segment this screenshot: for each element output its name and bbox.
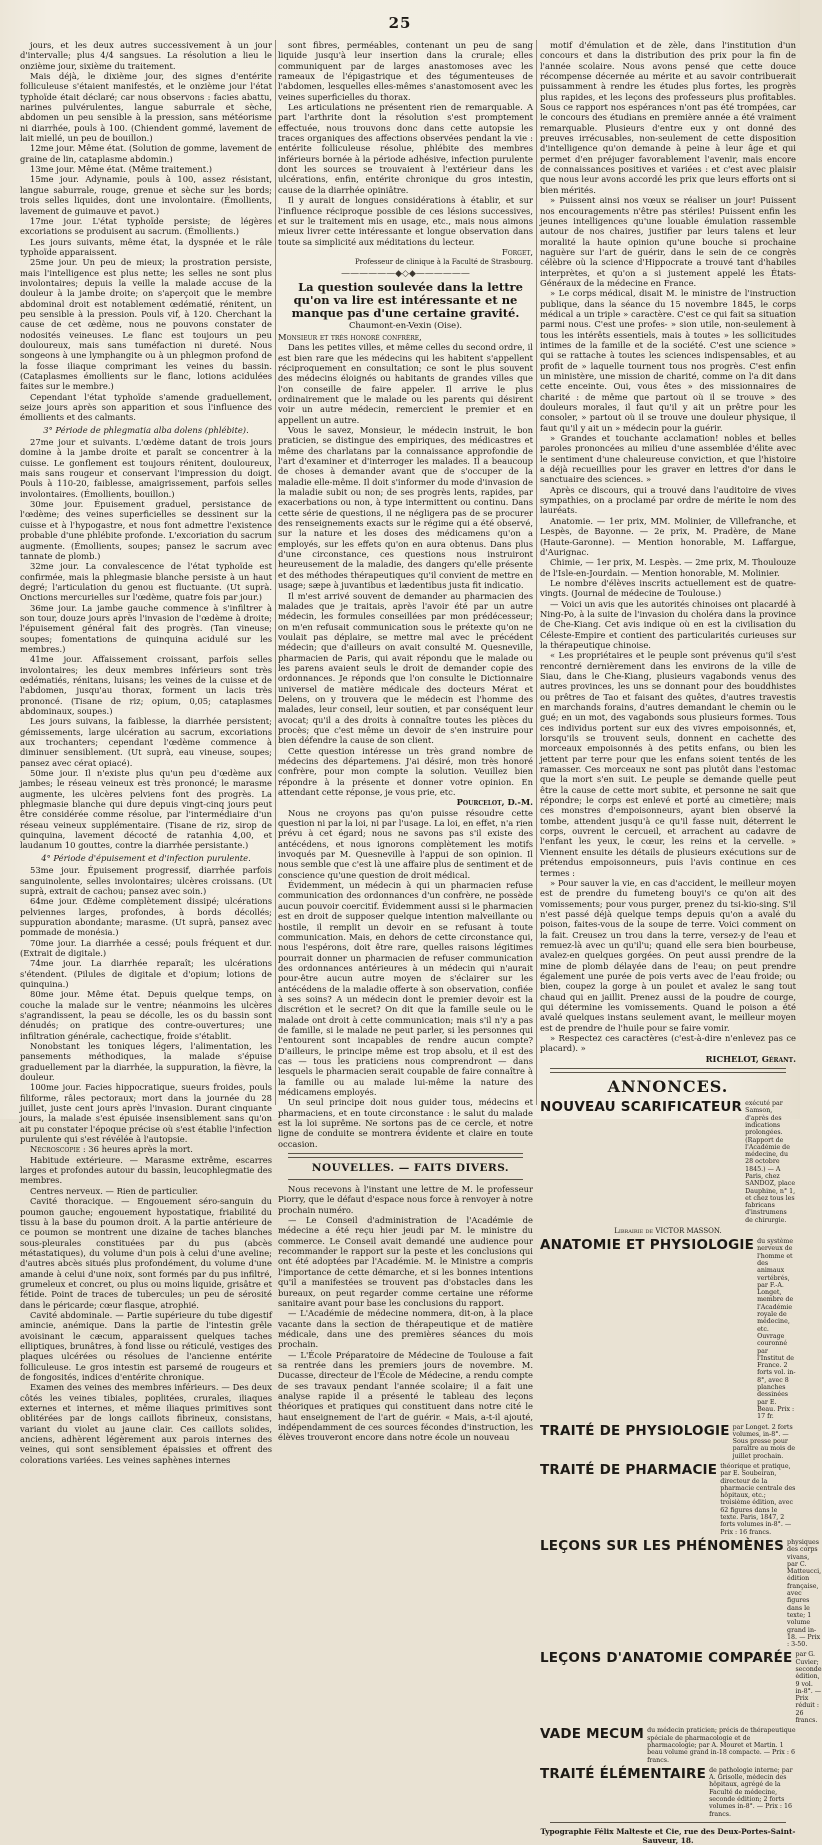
paragraph: Après ce discours, qui a trouvé dans l'auditoire de vives sympathies, on a proclamé par ordre de mérite le nom des lauréats. [540, 484, 796, 516]
paragraph: Nous recevons à l'instant une lettre de M. le professeur Piorry, que le défaut d'espace nous force à renvoyer à notre prochain numéro. [278, 1184, 533, 1215]
necroscopie-line [20, 1144, 272, 1154]
librairie-heading: Librairie de VICTOR MASSON. [614, 1227, 722, 1236]
ornament-divider: ——————◆◇◆—————— [341, 268, 470, 279]
column-left [20, 40, 272, 1465]
ad-anatomie [540, 1238, 796, 1420]
paragraph: « Les propriétaires et le peuple sont prévenus qu'il s'est rencontré dernièrement dans les environs de la ville de Siau, dans le Che-Kiang, plusieurs vagabonds venus des autres provinces, les uns se donnant pour des bouddhistes ou prêtres de Tao et faisant des quêtes, d'autres travestis en marchands forains, d'autres demandant le chemin ou le gué; en un mot, des vagabonds sous plusieurs formes. Tous ces individus portent sur eux des vivres empoisonnés, et, lorsqu'ils se trouvent seuls, donnent en cachette des morceaux empoisonnés à des petits enfans, ou bien les jettent par terre pour que les enfans soient tentés de les ramasser. Ces morceaux ne sont pas plutôt dans l'estomac que la mort s'en suit. Le peuple se demande quelle peut être la cause de cette mort subite, et personne ne sait que répondre; le corps est enlevé et porté au cimetière; mais ces monstres d'empoisonneurs, ayant bien observé la tombe, attendent jusqu'à ce qu'il fasse nuit, déterrent le corps, ouvrent le cercueil, et arrachent au cadavre de l'enfant les yeux, le cœur, les reins et la cervelle. » Viennent ensuite les détails de plusieurs exécutions sur de prétendus empoisonneurs, puis l'avis continue en ces termes : [540, 650, 796, 878]
paragraph: 70me jour. La diarrhée a cessé; pouls fréquent et dur. (Extrait de digitale.) [20, 937, 272, 958]
paragraph: Centres nerveux. — Rien de particulier. [30, 1185, 199, 1196]
ad-title: VADE MECUM [540, 1726, 645, 1743]
paragraph: Mais déjà, le dixième jour, des signes d'entérite folliculeuse s'étaient manifestés, et le onzième jour l'état typhoïde était déclaré; car nous observons : facies abattu, narines pulvérulentes, langue saburrale et sèche, abdomen un peu sensible à la pression, sans météorisme ni diarrhée, pouls à 100. (Chiendent gommé, lavement de lait miellé, un peu de bouillon.) [20, 71, 272, 144]
paragraph: 64me jour. Œdème complètement dissipé; ulcérations pelviennes larges, profondes, à bords décollés; suppuration abondante; marasme. (Ut suprà, pansez avec pommade de monésia.) [20, 896, 272, 938]
paragraph: 25me jour. Un peu de mieux; la prostration persiste, mais l'intelligence est plus nette; les selles ne sont plus involontaires; depuis la veille la malade accuse de la douleur à la jambe droite; on s'aperçoit que le membre abdominal droit est notablement œdématié, rénitent, un peu sensible à la pression. Pouls vif, à 120. Cherchant la cause de cet œdème, nous ne pouvons constater de nodosités veineuses. Le flanc est toujours un peu douloureux, mais sans tuméfaction ni dureté. Nous songeons à une lymphangite ou à un phlegmon profond de la fosse iliaque comprimant les veines du bassin. (Cataplasmes émollients sur le flanc, lotions acidulées faites sur le membre.) [20, 257, 272, 392]
ad-text: par G. Cuvier; seconde édition, 9 vol. in-8°. — Prix réduit : 26 francs. [795, 1651, 822, 1725]
col2-paras-a [278, 40, 533, 247]
necroscopie-label: Nécroscopie [30, 1144, 81, 1155]
column-right [540, 40, 822, 1845]
paragraph: Les jours suivans, la faiblesse, la diarrhée persistent; gémissements, large ulcération au sacrum, excoriations aux trochanters; cependant l'œdème commence à diminuer sensiblement. (Ut suprà, eau vineuse, soupes; pansez avec cérat opiacé). [20, 716, 272, 768]
paragraph: 13me jour. Même état. (Même traitement.) [30, 164, 213, 175]
paragraph: Il y aurait de longues considérations à établir, et sur l'influence réciproque possible de ces lésions successives, et sur le traitement mis en usage, etc., mais nous aimons mieux livrer cette intéressante et longue observation dans toute sa simplicité aux méditations du lecteur. [278, 195, 533, 247]
section-heading-epuisement: 4° Période d'épuisement et d'infection purulente. [41, 852, 251, 863]
paragraph: Il m'est arrivé souvent de demander au pharmacien des malades que je traitais, après l'avoir été par un autre médecin, les formules conseillées par mon prédécesseur; on m'en refusait communication sous le prétexte qu'on ne voulait pas déplaire, se mettre mal avec le précédent médecin; que d'ailleurs on avait consulté M. Quesneville, pharmacien de Paris, qui avait répondu que le malade ou les parens avaient seuls le droit de demander copie des ordonnances. Je réponds que l'on consulte le Dictionnaire universel de matière médicale des docteurs Mérat et Delens, on y trouvera que le médecin est l'homme des malades, leur conseil, leur soutien, et par conséquent leur avocat; qu'il a des droits à connaître toutes les pièces du procès; que c'est même un devoir de s'en instruire pour bien défendre la cause de son client. [278, 590, 533, 746]
paragraph: Habitude extérieure. — Marasme extrême, escarres larges et profondes autour du bassin, leucophlegmatie des membres. [20, 1154, 272, 1186]
paragraph: 80me jour. Même état. Depuis quelque temps, on couche la malade sur le ventre; néanmoins les ulcères s'agrandissent, la peau se décolle, les os du bassin sont dénudés; on pratique des contre-ouvertures; une infiltration générale, cachectique, froide s'établit. [20, 989, 272, 1041]
ad-text: théorique et pratique, par E. Soubeiran, directeur de la pharmacie centrale des hôpitaux, etc.; troisième édition, avec 62 figures dans le texte. Paris, 1847, 2 forts volumes in-8°. — Prix : 16 francs. [720, 1462, 796, 1536]
signature-forget-role: Professeur de clinique à la Faculté de Strasbourg. [354, 258, 533, 267]
ad-vade-mecum [540, 1727, 796, 1763]
salutation: Monsieur et très honoré confrère, [278, 331, 422, 342]
paragraph: Les articulations ne présentent rien de remarquable. A part l'arthrite dont la résolution s'est promptement effectuée, nous trouvons donc dans cette autopsie les traces organiques des affections observées pendant la vie : entérite folliculeuse résolue, phlébite des membres inférieurs bornée à la période adhésive, infection purulente dont les sources se trouvaient à l'extérieur dans les ulcérations, enfin, entérite chronique du gros intestin, cause de la diarrhée opiniâtre. [278, 102, 533, 195]
gerant-signature: RICHELOT, Gérant. [705, 1053, 796, 1064]
paragraph: Le nombre d'élèves inscrits actuellement est de quatre-vingts. (Journal de médecine de Toulouse.) [540, 577, 796, 599]
section-divider [550, 1822, 786, 1823]
ad-title: TRAITÉ DE PHARMACIE [540, 1461, 718, 1478]
paragraph: Anatomie. — 1er prix, MM. Molinier, de Villefranche, et Lespès, de Bayonne. — 2e prix, M. Pradère, de Mane (Haute-Garonne). — Mention honorable, M. Laffargue, d'Aurignac. [540, 515, 796, 557]
paragraph: Dans les petites villes, et même celles du second ordre, il est bien rare que les médecins qui les habitent s'appellent réciproquement en consultation; ce sont le plus souvent des médecins éloignés ou habitants de grandes villes que l'on conseille de faire appeler. Il arrive le plus ordinairement que le malade ou les parents qui désirent voir un autre médecin, remercient le premier et en appellent un autre. [278, 342, 533, 425]
paragraph: 15me jour. Adynamie, pouls à 100, assez résistant, langue saburrale, rouge, grenue et sèche sur les bords; trois selles liquides, dont une involontaire. (Émollients, lavement de guimauve et pavot.) [20, 174, 272, 216]
ad-title: NOUVEAU SCARIFICATEUR [540, 1099, 743, 1116]
paragraph: Évidemment, un médecin à qui un pharmacien refuse communication des ordonnances d'un confrère, ne possède aucun pouvoir coercitif. Évidemment aussi si le pharmacien est en droit de supposer quelque intention malveillante ou hostile, il remplit un devoir en se refusant à toute communication. Mais, en dehors de cette circonstance qui, nous l'espérons, doit être rare, quelles raisons légitimes pourrait donner un pharmacien de refuser communication des ordonnances antérieures à un médecin qui n'aurait pour-être aucun autre moyen de s'éclairer sur les antécédens de la maladie offerte à son observation, confiée à ses soins? A un médecin dont le premier devoir est la discrétion et le secret? On dit que la famille seule ou le malade ont droit à cette communication; mais s'il n'y a pas de famille, si le malade ne peut parler, si les personnes qui l'entourent sont incapables de rendre aucun compte? D'ailleurs, le principe même est trop absolu, et il est des cas — tous les praticiens nous comprendront — dans lesquels le pharmacien serait coupable de faire connaître à la famille ou au malade lui-même la nature des médicamens employés. [278, 880, 533, 1097]
paragraph: 100me jour. Facies hippocratique, sueurs froides, pouls filiforme, râles pectoraux; mort dans la journée du 28 juillet, juste cent jours après l'invasion. Durant cinquante jours, la malade s'est épuisée insensiblement sans qu'on ait pu constater l'époque précise où s'est établie l'infection purulente qui s'est révélée à l'autopsie. [20, 1082, 272, 1145]
paragraph: jours, et les deux autres successivement à un jour d'intervalle; plus 4/4 sangsues. La résolution a lieu le onzième jour, sixième du traitement. [20, 40, 272, 71]
question-title: La question soulevée dans la lettre qu'on va lire est intéressante et ne manque pas d'une certaine gravité. [291, 279, 523, 320]
paragraph: — L'Académie de médecine nommera, dit-on, à la place vacante dans la section de thérapeutique et de matière médicale, dans une des premières séances du mois prochain. [278, 1308, 533, 1350]
paragraph: Examen des veines des membres inférieurs. — Des deux côtés les veines tibiales, poplitées, crurales, iliaques externes et internes, et même iliaques primitives sont oblitérées par de longs caillots fibrineux, consistans, variant du violet au jaune clair. Ces caillots solides, anciens, adhèrent légèrement aux parois internes des veines, qui sont sensiblement épaissies et offrent des colorations variées. Les veines saphènes internes [20, 1382, 272, 1465]
ad-text: du médecin praticien; précis de thérapeutique spéciale de pharmacologie et de pharmacologie; par A. Mouret et Martin. 1 beau volume grand in-18 compacte. — Prix : 6 francs. [647, 1727, 796, 1764]
ad-text: de pathologie interne; par A. Grisolle, médecin des hôpitaux, agrégé de la Faculté de médecine, seconde édition; 2 forts volumes in-8°. — Prix : 16 francs. [709, 1766, 793, 1818]
nouvelles-title: NOUVELLES. — FAITS DIVERS. [311, 1162, 510, 1175]
ad-traite-physiologie [540, 1424, 796, 1460]
ad-text: physiques des corps vivans, par C. Matteucci, édition française, avec figures dans le texte; 1 volume grand in-18. — Prix : 3-50. [787, 1538, 822, 1649]
paragraph: 50me jour. Il n'existe plus qu'un peu d'œdème aux jambes; le réseau veineux est très prononcé; le marasme augmente, les ulcères pelviens font des progrès. La phlegmasie blanche qui dure depuis vingt-cinq jours peut être considérée comme résolue, par l'intermédiaire d'un réseau veineux supplémentaire. (Tisane de riz, sirop de quinquina, lavement décocté de ratanhia 4,00, et laudanum 10 gouttes, contre la diarrhée persistante.) [20, 768, 272, 851]
paragraph: — Le Conseil d'administration de l'Académie de médecine a été reçu hier jeudi par M. le ministre du commerce. Le Conseil avait demandé une audience pour recommander le rapport sur la peste et les conclusions qui ont été adoptées par l'Académie. M. le Ministre a compris l'importance de cette démarche, et si les bonnes intentions qu'il a manifestées se trouvent pas d'obstacles dans les bureaux, on peut regarder comme certaine une réforme sanitaire avant pour base les conclusions du rapport. [278, 1215, 533, 1308]
ad-scarificateur [540, 1100, 796, 1224]
signature-pourcelot: Pourcelot, D.-M. [456, 797, 533, 808]
ad-title: LEÇONS D'ANATOMIE COMPARÉE [540, 1650, 793, 1667]
col2-paras-c [278, 808, 533, 1149]
ad-lecons-phenomenes [540, 1537, 822, 1649]
ad-text: par Longet. 2 forts volumes, in-8°. — Sous presse pour paraître au mois de juillet prochain. [732, 1423, 796, 1460]
paragraph: Cette question intéresse un très grand nombre de médecins des départemens. J'ai désiré, mon très honoré confrère, pour mon compte la solution. Veuillez bien répondre à la présente et donner votre opinion. En attendant cette réponse, je vous prie, etc. [278, 745, 533, 798]
column-rule [536, 40, 537, 1105]
annonces-title: ANNONCES. [607, 1077, 729, 1097]
paragraph: Chimie, — 1er prix, M. Lespès. — 2me prix, M. Thoulouze de l'Isle-en-Jourdain. — Mention honorable, M. Molinier. [540, 557, 796, 578]
col1-paras-a [20, 40, 272, 423]
paragraph: Nous ne croyons pas qu'on puisse résoudre cette question ni par la loi, ni par l'usage. La loi, en effet, n'a rien prévu à cet égard; nous ne savons pas s'il existe des antécédens, et nous ignorons complètement les motifs invoqués par M. Quesneville à l'appui de son opinion. Il nous semble que c'est là une affaire plus de sentiment et de conscience qu'une question de droit médical. [278, 807, 533, 880]
ad-title: ANATOMIE ET PHYSIOLOGIE [540, 1237, 755, 1254]
paragraph: sont fibres, perméables, contenant un peu de sang liquide jusqu'à leur insertion dans la crurale; elles communiquent par de larges anastomoses avec les rameaux de l'épigastrique et des tégumenteuses de l'abdomen, lesquelles elles-mêmes s'anastomosent avec les veines superficielles du thorax. [278, 40, 533, 102]
paragraph: » Respectez ces caractères (c'est-à-dire n'enlevez pas ce placard). » [540, 1033, 796, 1054]
section-divider [288, 1153, 523, 1158]
paragraph: » Puissent ainsi nos vœux se réaliser un jour! Puissent nos encouragements n'être pas stériles! Puissent enfin les jeunes intelligences qu'une louable émulation rassemble autour de nos chaires, justifier par leurs talens et leur moralité la haute opinion qu'une bouche si prochaine naguère sur l'art de guérir, dans le sein de ce congrès célèbre où la science d'Hippocrate a trouvé tant d'habiles interprètes, et qu'on a si justement appelé les États-Généraux de la médecine en France. [540, 195, 796, 288]
column-rule [275, 40, 276, 1105]
paragraph: — Voici un avis que les autorités chinoises ont placardé à Ning-Po, à la suite de l'invasion du choléra dans la province de Che-Kiang. Cet avis indique où en est la civilisation du Céleste-Empire et contient des particularités curieuses sur la thérapeutique chinoise. [540, 598, 796, 650]
paragraph: 30me jour. Épuisement graduel, persistance de l'œdème; des veines superficielles se dessinent sur la cuisse et à l'hypogastre, et nous font admettre l'existence probable d'une phlébite profonde. L'excoriation du sacrum augmente. (Émollients, soupes; pansez le sacrum avec tannate de plomb.) [20, 499, 272, 561]
signature-forget: Forget, [501, 246, 533, 257]
paragraph: Cependant l'état typhoïde s'amende graduellement, seize jours après son apparition et sous l'influence des émollients et des calmants. [20, 391, 272, 423]
paragraph: 36me jour. La jambe gauche commence à s'infiltrer à son tour, douze jours après l'invasion de l'œdème à droite; l'épuisement général fait des progrès. (Tan vineuse; soupes; fomentations de quinquina acidulé sur les membres.) [20, 602, 272, 654]
question-place: Chaumont-en-Vexin (Oise). [348, 319, 463, 330]
paragraph: Nonobstant les toniques légers, l'alimentation, les pansements méthodiques, la malade s'épuise graduellement par la diarrhée, la suppuration, la fièvre, la douleur. [20, 1041, 272, 1083]
paragraph: » Le corps médical, disait M. le ministre de l'instruction publique, dans la séance du 15 novembre 1845, le corps médical a un triple » caractère. C'est ce qui fait sa situation parmi nous. C'est une profes- » sion utile, non-seulement à tous les intérêts essentiels, mais à toutes » les sollicitudes intimes de la famille et de la société. C'est une science » qui se rattache à toutes les sciences indispensables, et au profit de » laquelle tournent tous nos progrès. C'est enfin un ministère, une mission de charité, comme on l'a dit dans cette enceinte. Oui, vous êtes » des missionnaires de charité : de même que partout où il se trouve » des douleurs morales, il faut qu'il y ait un prêtre pour les consoler, » partout où il se trouve une douleur physique, il faut qu'il y ait un » médecin pour la guérir. [540, 288, 796, 433]
ad-text: exécuté par Samson, d'après des indications prolongées. (Rapport de l'Académie de médecine, du 28 octobre 1845.) — A Paris, chez SANDOZ, place Dauphine, n° 1, et chez tous les fabricans d'instrumens de chirurgie. [745, 1100, 796, 1224]
paragraph: 41me jour. Affaissement croissant, parfois selles involontaires; les deux membres inférieurs sont très œdématiés, rénitans, luisans; les veines de la cuisse et de l'abdomen, jusqu'au thorax, forment un lacis très prononcé. (Tisane de riz; opium, 0,05; cataplasmes abdominaux, soupes.) [20, 654, 272, 716]
paragraph: 32me jour. La convalescence de l'état typhoïde est confirmée, mais la phlegmasie blanche persiste à un haut degré; l'articulation du genou est fluctuante. (Ut suprà. Onctions mercurielles sur l'œdème, quatre fois par jour.) [20, 561, 272, 603]
paragraph: — L'École Préparatoire de Médecine de Toulouse a fait sa rentrée dans les premiers jours de novembre. M. Ducasse, directeur de l'École de Médecine, a rendu compte de ses travaux pendant l'année scolaire; il a fait une analyse rapide il a présenté le tableau des leçons théoriques et pratiques qui constituent dans notre cité le haut enseignement de l'art de guérir. « Mais, a-t-il ajouté, indépendamment de ces sources fécondes d'instruction, les élèves trouveront encore dans notre école un nouveau [278, 1349, 533, 1443]
ad-traite-pharmacie [540, 1463, 796, 1536]
paragraph: Un seul principe doit nous guider tous, médecins et pharmaciens, et en toute circonstance : le salut du malade est la loi suprême. Ne sortons pas de ce cercle, et notre ligne de conduite se montrera évidente et claire en toute occasion. [278, 1097, 533, 1149]
paragraph: Cavité abdominale. — Partie supérieure du tube digestif amincie, anémique. Dans la partie de l'intestin grêle avoisinant le cæcum, apparaissent quelques taches elliptiques, brunâtres, à fond lisse ou réticulé, vestiges des plaques ulcérées ou résolues de l'ancienne entérite folliculeuse. Le gros intestin est parsemé de rougeurs et de fongosités, indices d'entérite chronique. [20, 1309, 272, 1382]
paragraph: Vous le savez, Monsieur, le médecin instruit, le bon praticien, se distingue des empiriques, des médicastres et même des charlatans par la connaissance approfondie de l'art d'examiner et d'interroger les malades. Il a beaucoup de choses à demander avant que de s'occuper de la maladie elle-même. Il doit s'informer du mode d'invasion de la maladie subit ou non; de ses progrès lents, rapides, par exacerbations ou non, à type intermittent ou continu. Dans cette série de questions, il ne négligera pas de se procurer des renseignements exacts sur le régime qui a été observé, sur la nature et les doses des médicamens qu'on a employés, sur les effets qu'on en aura obtenus. Dans plus d'une circonstance, ces questions nous instruiront heureusement de la maladie, des dangers qu'elle présente et des méthodes thérapeutiques qu'il convient de mettre en usage; sæpe à juvantibus et lædentibus justa fit indicatio. [278, 425, 533, 591]
paragraph: 74me jour. La diarrhée reparaît; les ulcérations s'étendent. (Pilules de digitale et d'opium; lotions de quinquina.) [20, 958, 272, 989]
paragraph: 12me jour. Même état. (Solution de gomme, lavement de graine de lin, cataplasme abdomin.) [20, 143, 272, 164]
ad-text: du système nerveux de l'homme et des animaux vertébrés, par F.-A. Longet, membre de l'Académie royale de médecine, etc. Ouvrage couronné par l'Institut de France. 2 forts vol. in-8°, avec 8 planches dessinées par E. Beau. Prix : 17 fr. [757, 1238, 796, 1421]
paragraph: Cavité thoracique. — Engouement séro-sanguin du poumon gauche; engouement hypostatique, friabilité du tissu à la base du poumon droit. A la partie antérieure de ce poumon se montrent une dizaine de taches blanches sous-pleurales constituées par du pus (abcès métastatiques), du volume d'un pois à celui d'une aveline; d'autres abcès situés plus profondément, du volume d'une amande à celui d'une noix, sont formés par du pus infiltré, grumeleux et concret, ou plus ou moins liquide, grisâtre et fétide. Point de traces de tubercules; un peu de sérosité dans le péricarde; cœur flasque, atrophié. [20, 1196, 272, 1310]
paragraph: motif d'émulation et de zèle, dans l'institution d'un concours et dans la distribution des prix pour la fin de l'année scolaire. Nous avons pensé que cette douce récompense décernée au mérite et au savoir contribuerait puissamment à rendre les études plus fortes, les progrès plus rapides, et les leçons des professeurs plus profitables. Sous ce rapport nos espérances n'ont pas été trompées, car le concours des étudians en première année a été vraiment remarquable. Plusieurs d'entre eux y ont donné des preuves irrécusables, non-seulement de cette disposition d'intelligence qu'on demande à peine à leur âge et qui permet d'en préjuger favorablement l'avenir, mais encore de connaissances positives et variées : et c'est avec plaisir que nous leur avons accordé les prix que leurs efforts ont si bien mérités. [540, 40, 796, 195]
col2-paras-b [278, 342, 533, 797]
paragraph: » Grandes et touchante acclamation! nobles et belles paroles prononcées au milieu d'une assemblée d'élite avec le sentiment d'une chaleureuse conviction, et que l'histoire a déjà recueillies pour les graver en lettres d'or dans le sanctuaire des sciences. » [540, 433, 796, 485]
paragraph: Les jours suivants, même état, la dyspnée et le râle typhoïde apparaissent. [20, 236, 272, 257]
section-heading-phlebite: 3° Période de phlegmatia alba dolens (phlébite). [43, 424, 249, 435]
paragraph: » Pour sauver la vie, en cas d'accident, le meilleur moyen est de prendre du fumeteng bouyi's ce qu'on ait des vomissements; pour vous purger, prenez du tsi-kio-sing. S'il n'est passé déjà quelque temps depuis qu'on a avalé du poison, faites-vous de la soupe de terre. Voici comment on la fait. Creusez un trou dans la terre, versez-y de l'eau et remuez-là avec un qu'il'u; quand elle sera bien bourbeuse, avalez-en quelques gorgées. On peut aussi prendre de la mine de plomb délayée dans de l'eau; on peut prendre également une purée de pois verts avec de l'eau froide; ou bien, coupez la gorge à un poulet et avalez le sang tout chaud qui en jaillit. Prenez aussi de la poudre de courge, qui détermine les vomissements. Quand le poison a été avalé quelques instans seulement avant, le meilleur moyen est de prendre de l'huile pour se faire vomir. [540, 877, 796, 1033]
ad-title: LEÇONS SUR LES PHÉNOMÈNES [540, 1537, 785, 1554]
paragraph: 17me jour. L'état typhoïde persiste; de légères excoriations se produisent au sacrum. (Émollients.) [20, 215, 272, 237]
paragraph: 53me jour. Épuisement progressif, diarrhée parfois sanguinolente, selles involontaires; ulcères croissans. (Ut suprà, extrait de cachou; pansez avec soin.) [20, 865, 272, 896]
typography-imprint: Typographie Félix Malteste et Cie, rue des Deux-Portes-Saint-Sauveur, 18. [540, 1826, 796, 1845]
col3-paras-a [540, 40, 796, 1054]
paragraph: 27me jour et suivants. L'œdème datant de trois jours domine à la jambe droite et paraît se concentrer à la cuisse. Le gonflement est toujours rénitent, douloureux, mais sans rougeur et conservant l'impression du doigt. Pouls à 110-20, faiblesse, amaigrissement, parfois selles involontaires. (Émollients, bouillon.) [20, 437, 272, 499]
ad-lecons-anatomie [540, 1650, 822, 1725]
column-middle [278, 40, 533, 1443]
necroscopie-text: : 36 heures après la mort. [82, 1144, 193, 1155]
page-number: 25 [388, 14, 412, 32]
col1-paras-b [20, 437, 272, 851]
col1-paras-c [20, 865, 272, 1144]
section-divider [288, 1179, 523, 1180]
col1-paras-d [20, 1155, 272, 1465]
col2-paras-d [278, 1184, 533, 1443]
ad-title: TRAITÉ ÉLÉMENTAIRE [540, 1765, 707, 1782]
section-divider [550, 1068, 786, 1073]
ad-traite-elementaire [540, 1767, 796, 1818]
ad-title: TRAITÉ DE PHYSIOLOGIE [540, 1422, 730, 1439]
